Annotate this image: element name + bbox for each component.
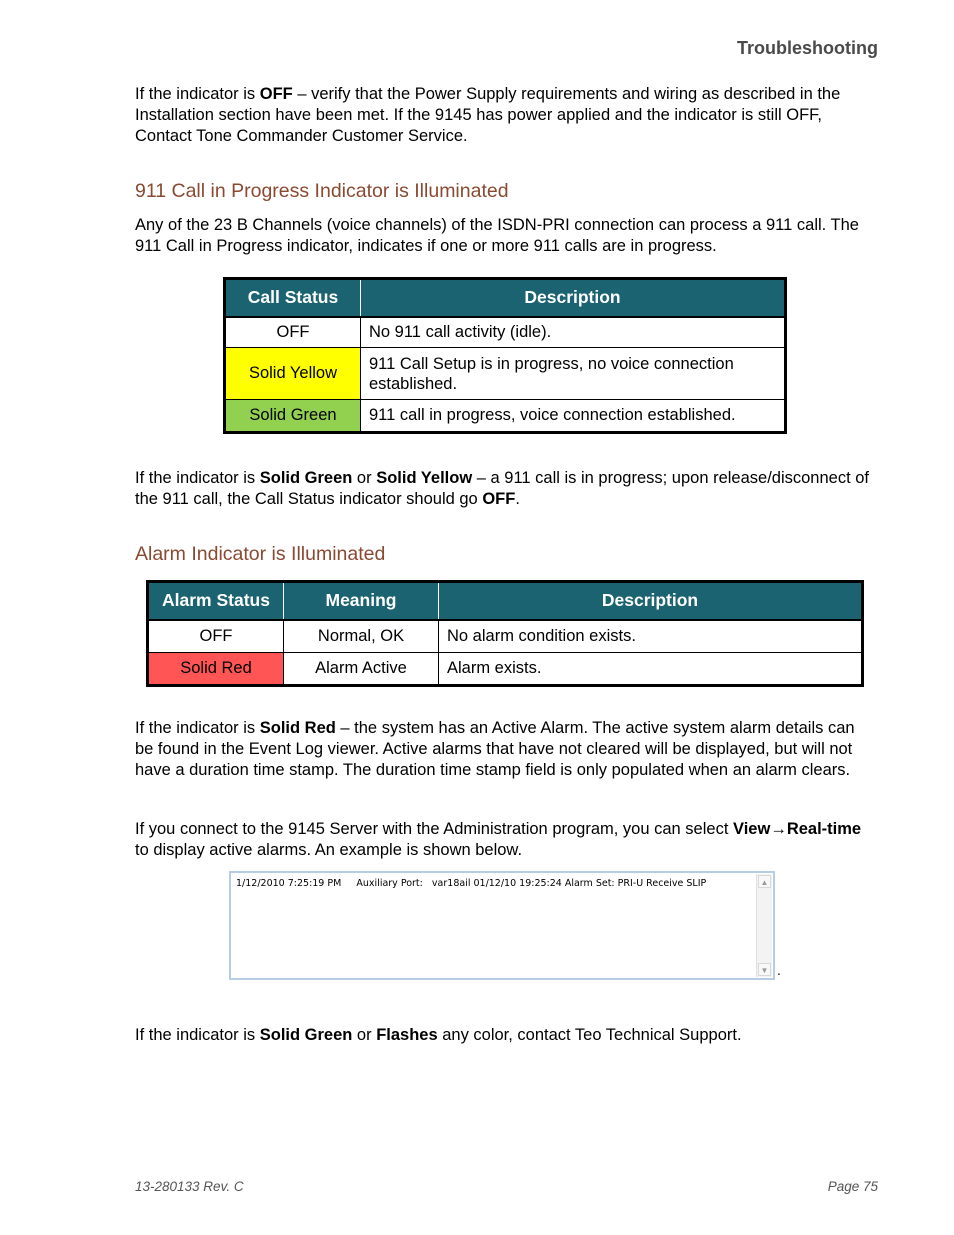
- description-cell: 911 Call Setup is in progress, no voice connection established.: [361, 348, 786, 400]
- final-paragraph: If the indicator is Solid Green or Flashes any color, contact Teo Technical Support.: [135, 1026, 742, 1044]
- call-after-paragraph: If the indicator is Solid Green or Solid Yellow – a 911 call is in progress; upon release/disconnect of the 911 call, the Call Status indicator should go OFF.: [135, 469, 870, 508]
- scroll-down-icon[interactable]: ▼: [758, 963, 771, 976]
- description-cell: No 911 call activity (idle).: [361, 317, 786, 348]
- col-header-description: Description: [361, 279, 786, 317]
- call-status-cell: OFF: [225, 317, 361, 348]
- log-scrollbar[interactable]: [756, 874, 772, 977]
- alarm-status-table: [146, 580, 864, 687]
- alarm-section-title: Alarm Indicator is Illuminated: [135, 543, 386, 565]
- table-row: [225, 400, 786, 433]
- col-header-meaning: Meaning: [284, 582, 439, 620]
- meaning-cell: Normal, OK: [284, 620, 439, 653]
- call-status-cell: Solid Green: [225, 400, 361, 433]
- col-header-alarm-status: Alarm Status: [148, 582, 284, 620]
- alarm-after-paragraph: If the indicator is Solid Red – the system has an Active Alarm. The active system alarm details can be found in the Event Log viewer. Active alarms that have not cleared will be displayed, but will not have a duration time stamp. The duration time stamp field is only populated when an alarm clears.: [135, 719, 855, 779]
- realtime-alarm-log[interactable]: [229, 871, 775, 980]
- scroll-up-icon[interactable]: ▲: [758, 875, 771, 888]
- col-header-description: Description: [439, 582, 863, 620]
- trailing-period: .: [777, 962, 781, 978]
- call-status-cell: Solid Yellow: [225, 348, 361, 400]
- alarm-status-cell: Solid Red: [148, 653, 284, 686]
- col-header-call-status: Call Status: [225, 279, 361, 317]
- footer-doc-number: 13-280133 Rev. C: [135, 1179, 244, 1194]
- description-cell: No alarm condition exists.: [439, 620, 863, 653]
- table-row: [148, 620, 863, 653]
- call-section-intro: Any of the 23 B Channels (voice channels) of the ISDN-PRI connection can process a 911 call. The 911 Call in Progress indicator, indicates if one or more 911 calls are in progress.: [135, 216, 859, 255]
- description-cell: Alarm exists.: [439, 653, 863, 686]
- log-entry: 1/12/2010 7:25:19 PM Auxiliary Port: var18ail 01/12/10 19:25:24 Alarm Set: PRI-U Receive SLIP: [236, 878, 707, 889]
- description-cell: 911 call in progress, voice connection established.: [361, 400, 786, 433]
- header-section-title: Troubleshooting: [737, 38, 878, 58]
- alarm-status-cell: OFF: [148, 620, 284, 653]
- connect-paragraph: If you connect to the 9145 Server with the Administration program, you can select View→Real-time to display active alarms. An example is shown below.: [135, 820, 862, 859]
- table-row: [148, 653, 863, 686]
- meaning-cell: Alarm Active: [284, 653, 439, 686]
- table-row: [225, 317, 786, 348]
- intro-paragraph: If the indicator is OFF – verify that the Power Supply requirements and wiring as described in the Installation section have been met. If the 9145 has power applied and the indicator is still OFF, Contact Tone Commander Customer Service.: [135, 85, 841, 145]
- table-row: [225, 348, 786, 400]
- call-section-title: 911 Call in Progress Indicator is Illuminated: [135, 180, 509, 202]
- call-status-table: [223, 277, 787, 434]
- footer-page-number: Page 75: [827, 1179, 878, 1194]
